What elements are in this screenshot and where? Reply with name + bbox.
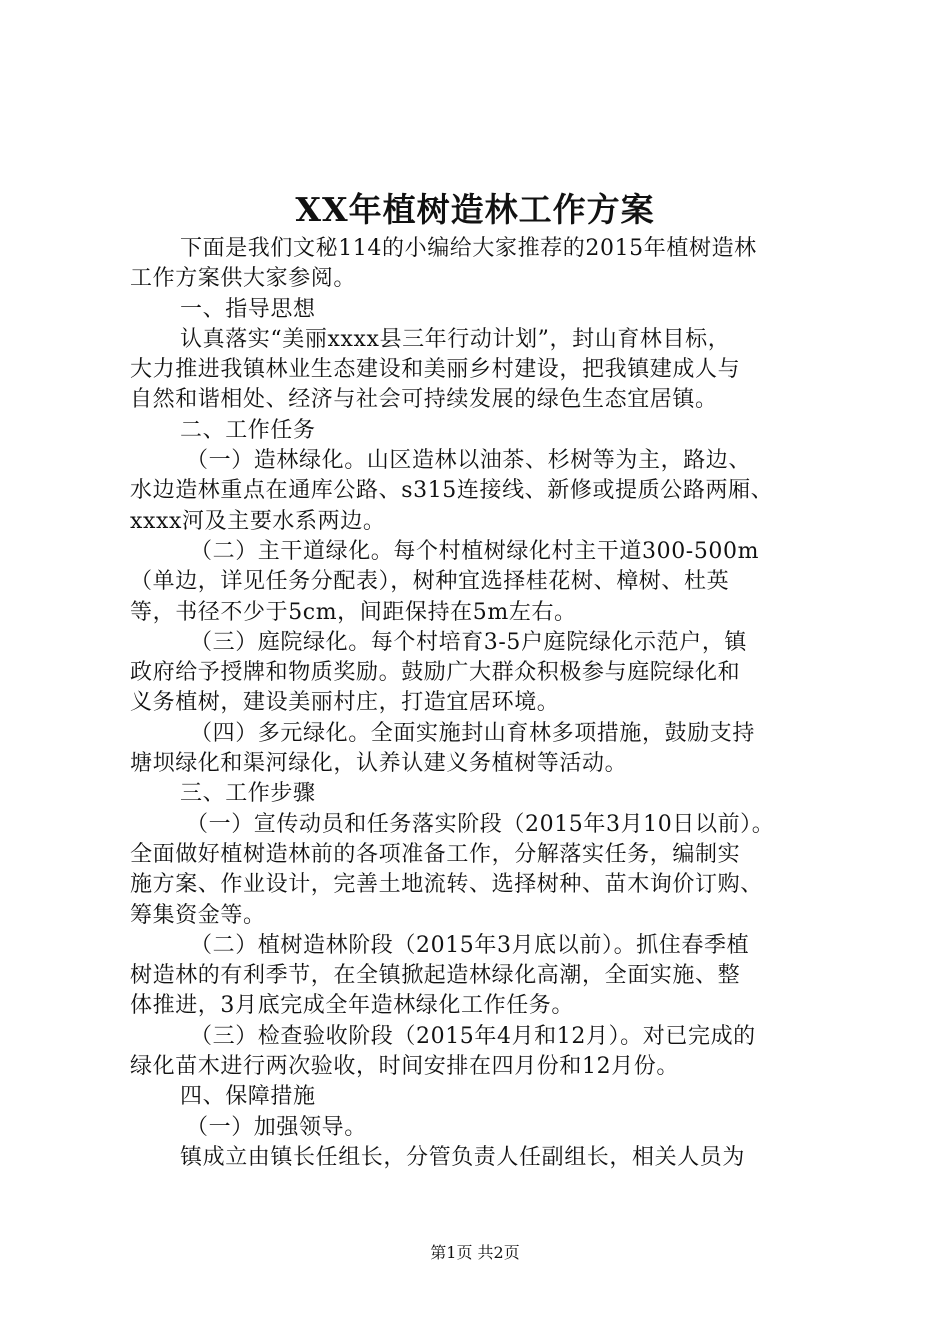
text-line: 镇成立由镇长任组长，分管负责人任副组长，相关人员为 bbox=[180, 1144, 746, 1170]
section-heading: 二、工作任务 bbox=[180, 417, 316, 443]
text-line: 绿化苗木进行两次验收，时间安排在四月份和12月份。 bbox=[130, 1054, 679, 1080]
text-line: 树造林的有利季节，在全镇掀起造林绿化高潮，全面实施、整 bbox=[130, 963, 741, 989]
text-line: 施方案、作业设计，完善土地流转、选择树种、苗木询价订购、 bbox=[130, 872, 763, 898]
text-line: 等，书径不少于5cm，间距保持在5m左右。 bbox=[130, 599, 577, 625]
text-line: （一）造林绿化。山区造林以油茶、杉树等为主，路边、 bbox=[186, 448, 752, 474]
text-line: 政府给予授牌和物质奖励。鼓励广大群众积极参与庭院绿化和 bbox=[130, 660, 741, 686]
text-line: 认真落实“美丽xxxx县三年行动计划”，封山育林目标， bbox=[180, 326, 731, 352]
text-line: （单边，详见任务分配表），树种宜选择桂花树、樟树、杜英 bbox=[130, 569, 730, 595]
text-line: 体推进，3月底完成全年造林绿化工作任务。 bbox=[130, 993, 574, 1019]
text-line: 工作方案供大家参阅。 bbox=[130, 266, 357, 292]
text-line: 全面做好植树造林前的各项准备工作，分解落实任务，编制实 bbox=[130, 841, 741, 867]
document-body bbox=[130, 234, 830, 1173]
section-heading: 三、工作步骤 bbox=[180, 781, 316, 807]
text-line: （二）主干道绿化。每个村植树绿化村主干道300-500m bbox=[190, 538, 760, 564]
text-line: xxxx河及主要水系两边。 bbox=[130, 508, 386, 534]
document-title: XX年植树造林工作方案 bbox=[295, 190, 655, 229]
text-line: 自然和谐相处、经济与社会可持续发展的绿色生态宜居镇。 bbox=[130, 387, 718, 413]
section-heading: 一、指导思想 bbox=[180, 296, 316, 322]
text-line: （一）加强领导。 bbox=[186, 1114, 367, 1140]
text-line: （四）多元绿化。全面实施封山育林多项措施，鼓励支持 bbox=[190, 720, 756, 746]
text-line: （三）检查验收阶段（2015年4月和12月）。对已完成的 bbox=[190, 1023, 756, 1049]
text-line: （三）庭院绿化。每个村培育3-5户庭院绿化示范户，镇 bbox=[190, 629, 748, 655]
text-line: 下面是我们文秘114的小编给大家推荐的2015年植树造林 bbox=[180, 236, 757, 261]
text-line: 塘坝绿化和渠河绿化，认养认建义务植树等活动。 bbox=[130, 751, 628, 777]
section-heading: 四、保障措施 bbox=[180, 1084, 316, 1110]
page-footer: 第1页 共2页 bbox=[430, 1243, 520, 1262]
text-line: 大力推进我镇林业生态建设和美丽乡村建设，把我镇建成人与 bbox=[130, 357, 741, 383]
text-line: 水边造林重点在通库公路、s315连接线、新修或提质公路两厢、 bbox=[130, 478, 774, 504]
text-line: （一）宣传动员和任务落实阶段（2015年3月10日以前）。 bbox=[186, 811, 775, 837]
text-line: 筹集资金等。 bbox=[130, 902, 266, 928]
text-line: 义务植树，建设美丽村庄，打造宜居环境。 bbox=[130, 690, 560, 716]
text-line: （二）植树造林阶段（2015年3月底以前）。抓住春季植 bbox=[190, 932, 750, 958]
